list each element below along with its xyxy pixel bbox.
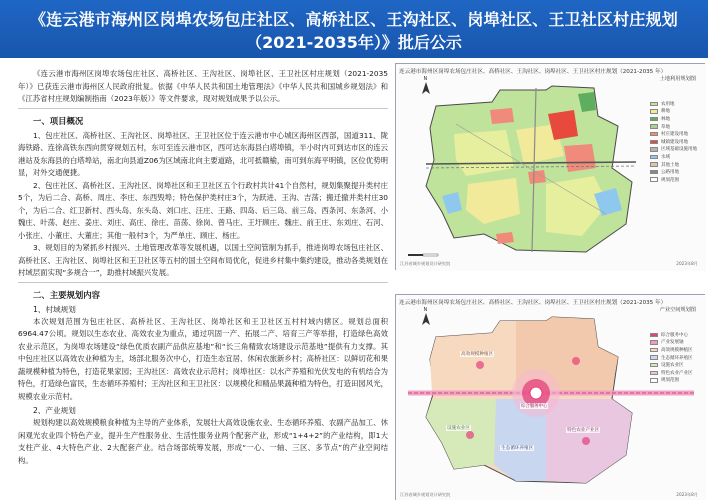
legend-label: 耕地	[661, 109, 670, 115]
section2-sub1: 1、村域规划	[33, 304, 76, 314]
map-panel	[395, 63, 705, 495]
industry-legend-item	[650, 354, 693, 362]
land-use-legend-item	[650, 168, 697, 176]
land-use-legend	[650, 100, 697, 184]
industry-map	[395, 294, 705, 500]
legend-swatch	[650, 340, 658, 345]
legend-label: 特色农业产业区	[661, 370, 693, 376]
legend-label: 生态循环养殖区	[661, 355, 693, 361]
section2-paragraph2: 规划构建以高效规模粮食种植为主导的产业体系，发展壮大高效设施农业、生态循环养殖、农副产品加工、休闲观光农业四个特色产业，提升生产性服务业、生活性服务业两个配套产业，形成“1+4+2”的产业结构，即1大支柱产业、4大特色产业、2大配套产业。结合场部统筹发展，形成“一心、一轴、三区、多节点”的产业空间结构。	[18, 418, 388, 465]
legend-label: 水域	[661, 154, 670, 160]
legend-swatch	[650, 333, 658, 338]
section2-sub2: 2、产业规划	[33, 406, 76, 415]
zone-label-center: 综合服务中心	[521, 404, 548, 409]
legend-swatch	[650, 102, 658, 107]
industry-map-title: 连云港市海州区岗埠农场包庄社区、高桥社区、王沟社区、岗埠社区、王卫社区村庄规划（2021-2035 年）	[399, 300, 667, 306]
industry-legend-item	[650, 346, 693, 354]
industry-legend	[650, 331, 693, 384]
legend-label: 公路用地	[661, 170, 679, 176]
legend-label: 其他土地	[661, 162, 679, 168]
page-title-line2: （2021-2035年）》批后公示	[246, 33, 462, 52]
land-use-legend-item	[650, 153, 697, 161]
industry-footer-org: 江苏省城乡规划设计研究院	[400, 492, 451, 497]
legend-label: 规划范围	[661, 378, 679, 384]
land-use-legend-item	[650, 130, 697, 138]
land-use-map	[395, 63, 705, 270]
land-use-legend-item	[650, 115, 697, 123]
legend-swatch	[650, 371, 658, 376]
legend-swatch	[650, 124, 658, 129]
land-use-legend-item	[650, 100, 697, 108]
legend-label: 城镇建设用地	[661, 139, 688, 145]
section1-heading: 一、项目概况	[33, 115, 84, 126]
industry-legend-item	[650, 377, 693, 385]
divider	[18, 108, 388, 109]
land-use-legend-item	[650, 123, 697, 131]
legend-swatch	[650, 162, 658, 167]
legend-swatch	[650, 132, 658, 137]
legend-swatch	[650, 378, 658, 383]
announcement-text	[18, 68, 388, 493]
section1-paragraph3: 3、规划目的为紧抓乡村振兴、土地管理改革等发展机遇，以国土空间管制为抓手，推进岗埠农场包庄社区、高桥社区、王沟社区、岗埠社区和王卫社区等五村的国土空间布局优化，促进乡村集中集约建设，推动各类规划在村域层面实现“多规合一”，助推村域振兴发展。	[18, 243, 388, 277]
land-use-legend-item	[650, 108, 697, 116]
legend-swatch	[650, 147, 658, 152]
legend-label: 设施农业区	[661, 363, 684, 369]
land-use-footer-org: 江苏省城乡规划设计研究院	[400, 261, 451, 266]
page-title-line1: 《连云港市海州区岗埠农场包庄社区、高桥社区、王沟社区、岗埠社区、王卫社区村庄规划	[29, 10, 678, 29]
zone-label-breeding: 生态循环养殖区	[501, 446, 534, 451]
svg-text:N: N	[423, 307, 428, 313]
land-use-map-subtitle: 土地利用规划图	[659, 76, 696, 82]
legend-label: 区域基础设施用地	[661, 147, 697, 153]
industry-map-subtitle: 产业空间规划图	[659, 307, 696, 313]
industry-footer-date: 2023年8月	[676, 492, 698, 497]
land-use-legend-item	[650, 146, 697, 154]
divider	[18, 282, 388, 283]
zone-label-specialty: 特色农业产业区	[567, 428, 600, 433]
legend-label: 高效规模种植区	[661, 347, 693, 353]
industry-legend-item	[650, 339, 693, 347]
legend-swatch	[650, 140, 658, 145]
section1-paragraph2: 2、包庄社区、高桥社区、王沟社区、岗埠社区和王卫社区五个行政村共计41个自然村，规划集聚提升类村庄5个，为后二合、高桥、周庄、李庄、东西毁埠；特色保护类村庄3个，为跃进、王沟、吉荡；搬迁撤并类村庄30个，为后二合、红卫新村、西头岛、东头岛、刘口庄、汪庄、王路、四岛、后三岛、前三岛、西条河、东条河、小魏庄、叶荡、赵庄、姜庄、刘庄、高庄、徐庄、苗荡、徐岗、曾马庄、王圩顾庄、魏庄、前王庄、东刘庄、石河、小张庄、小董庄、大董庄；其他一般村3个，为严单庄、顾庄、杨庄。	[18, 180, 388, 240]
legend-swatch	[650, 170, 658, 175]
section2-paragraph1: 本次规划范围为包庄社区、高桥社区、王沟社区、岗埠社区和王卫社区五村村域内辖区。规划总面积6964.47公顷。规划以生态农业、高效农业为重点，通过巩固一产、拓展二产、培育三产等举措，打造绿色高效农业示范区，为岗埠农场建设“绿色优质农副产品供应基地”和“长三角精致农场建设示范基地”提供有力支撑。其中包庄社区以高效农业种植为主，场部北服务次中心，打造生态宜居、休闲农旅新乡村；高桥社区：以鲜切花和果蔬规模种植为特色，打造花果家园；王沟社区：高效农业示范村；岗埠社区：以水产养殖和光伏发电的有机结合为特色，打造绿色富民，生态循环养殖村；王沟社区和王卫社区：以规模化和精品果蔬种植为特色，打造田园风光，规模农业示范村。	[18, 316, 388, 401]
legend-swatch	[650, 155, 658, 160]
land-use-map-title: 连云港市海州区岗埠农场包庄社区、高桥社区、王沟社区、岗埠社区、王卫社区村庄规划（2021-2035 年）	[399, 69, 667, 75]
industry-legend-item	[650, 361, 693, 369]
section1-paragraph1: 1、包庄社区、高桥社区、王沟社区、岗埠社区、王卫社区位于连云港市中心城区海州区西部，国道311、陇海铁路、连徐高铁东西向贯穿规划五村，东可至连云港市区，西可达东海县白塔埠镇，半小时内可到达市区的连云港站及东海县的白塔埠站，南北向县道Z06为区域南北向主要道路，北可抵赣榆，南可到东海平明镇，区位优势明显，对外交通便捷。	[18, 130, 388, 177]
land-use-legend-item	[650, 176, 697, 184]
zone-label-planting: 高效规模种植区	[461, 352, 494, 357]
zone-label-facility: 设施农业区	[447, 426, 470, 431]
land-use-legend-item	[650, 161, 697, 169]
industry-legend-item	[650, 369, 693, 377]
land-use-legend-item	[650, 138, 697, 146]
legend-swatch	[650, 355, 658, 360]
legend-label: 综合服务中心	[661, 332, 688, 338]
industry-map-graphic	[396, 295, 706, 500]
legend-label: 规划范围	[661, 177, 679, 183]
legend-swatch	[650, 363, 658, 368]
legend-label: 农用地	[661, 101, 675, 107]
section2-heading: 二、主要规划内容	[33, 289, 100, 300]
intro-paragraph: 《连云港市海州区岗埠农场包庄社区、高桥社区、王沟社区、岗埠社区、王卫社区村庄规划（2021-2035年）》已获连云港市海州区人民政府批复。依据《中华人民共和国土地管理法》《中华人民共和国城乡规划法》和《江苏省村庄规划编制指南（2023年版）》等文件要求，现对规划成果予以公示。	[18, 69, 388, 103]
legend-label: 产业发展轴	[661, 340, 684, 346]
legend-swatch	[650, 177, 658, 182]
legend-swatch	[650, 109, 658, 114]
legend-label: 草地	[661, 124, 670, 130]
land-use-footer-date: 2023年8月	[676, 261, 698, 266]
industry-legend-item	[650, 331, 693, 339]
legend-label: 林地	[661, 116, 670, 122]
title-banner	[0, 0, 708, 58]
legend-label: 村庄建设用地	[661, 132, 688, 138]
legend-swatch	[650, 117, 658, 122]
svg-text:N: N	[423, 76, 428, 82]
legend-swatch	[650, 348, 658, 353]
